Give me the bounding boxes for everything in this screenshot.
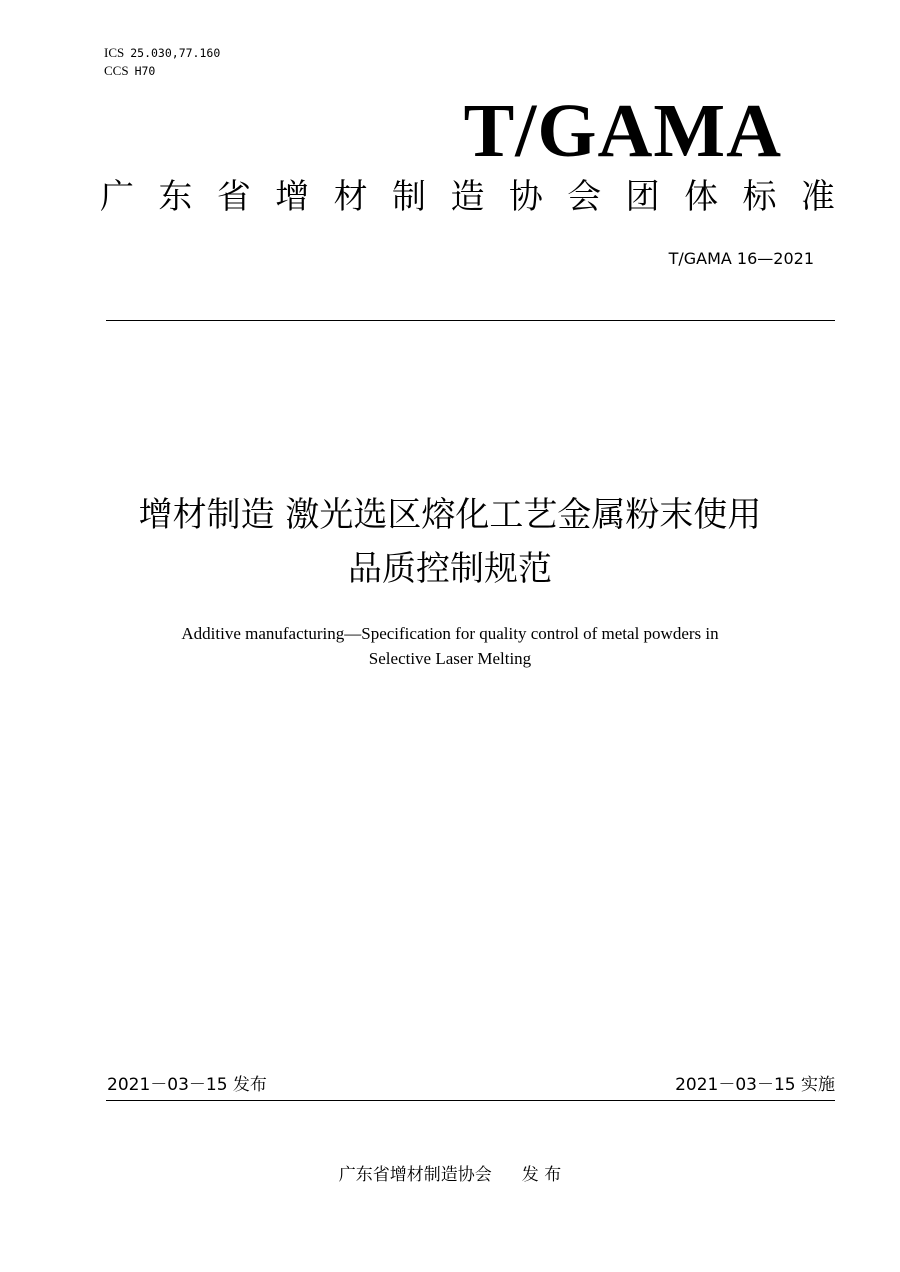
- document-title-en: [60, 621, 840, 671]
- org-title-char: 团: [625, 177, 660, 217]
- ics-value: 25.030,77.160: [130, 46, 221, 60]
- title-en-line2: Selective Laser Melting: [368, 649, 532, 668]
- implement-date: 2021－03－15 实施: [675, 1075, 835, 1095]
- header-divider: [106, 320, 835, 321]
- org-title-char: 体: [684, 177, 719, 217]
- ccs-line: [104, 62, 155, 80]
- org-title-char: 标: [742, 177, 777, 217]
- publisher-name: 广东省增材制造协会: [338, 1165, 492, 1185]
- standard-logo: T/GAMA: [463, 89, 782, 173]
- ccs-value: H70: [134, 64, 156, 78]
- document-title-cn: [60, 488, 840, 596]
- org-title-char: 增: [275, 177, 310, 217]
- org-title-char: 省: [216, 177, 251, 217]
- org-title-char: 会: [567, 177, 602, 217]
- org-title-char: 东: [158, 177, 193, 217]
- standard-number: T/GAMA 16—2021: [668, 249, 814, 268]
- ics-label: ICS: [104, 45, 125, 60]
- org-title-char: 材: [333, 177, 368, 217]
- org-title-char: 广: [100, 177, 134, 217]
- ics-line: [104, 44, 220, 62]
- title-cn-line2: 品质控制规范: [348, 549, 552, 589]
- footer-divider: [106, 1100, 835, 1101]
- org-title-char: 准: [800, 177, 835, 217]
- org-title-char: 造: [450, 177, 485, 217]
- release-date: 2021－03－15 发布: [107, 1075, 267, 1095]
- title-en-line1: Additive manufacturing—Specification for quality control of metal powders in: [181, 624, 719, 643]
- org-standard-title: [100, 172, 835, 222]
- publisher-action: 发 布: [521, 1165, 562, 1185]
- org-title-char: 协: [508, 177, 543, 217]
- ccs-label: CCS: [104, 63, 129, 78]
- org-title-char: 制: [392, 177, 427, 217]
- publisher-line: [0, 1163, 900, 1187]
- title-cn-line1: 增材制造 激光选区熔化工艺金属粉末使用: [138, 495, 762, 535]
